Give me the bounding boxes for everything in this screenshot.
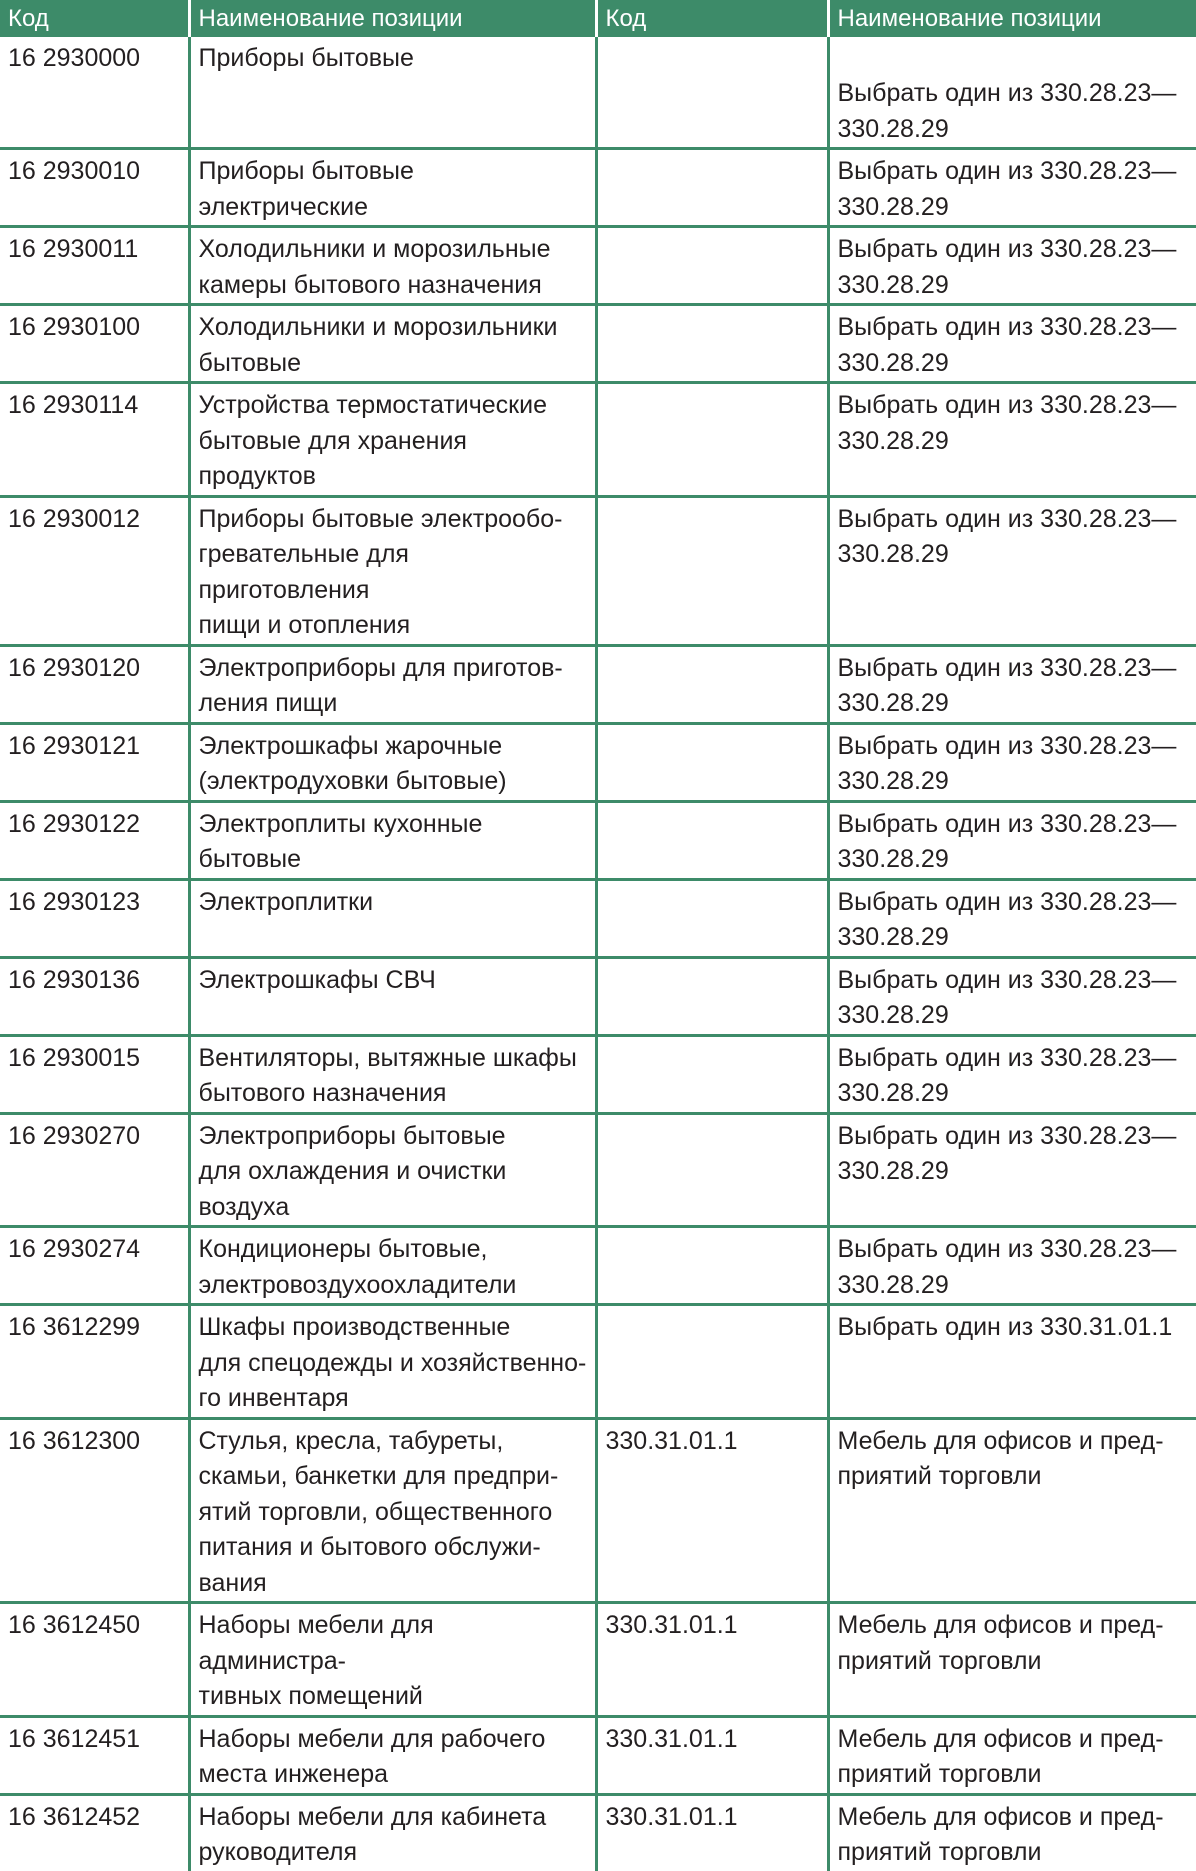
cell-code-new (596, 1113, 828, 1227)
cell-name-old: Электроприборы бытовые для охлаждения и очистки воздуха (189, 1113, 596, 1227)
table-row (0, 645, 1196, 723)
cell-code-new (596, 957, 828, 1035)
cell-name-old: Электроприборы для приготов- ления пищи (189, 645, 596, 723)
cell-code-new (596, 227, 828, 305)
table-body (0, 37, 1196, 1871)
cell-code-new (596, 305, 828, 383)
cell-code-old: 16 2930012 (0, 496, 189, 645)
cell-name-new: Выбрать один из 330.28.23— 330.28.29 (828, 305, 1196, 383)
cell-code-old: 16 2930000 (0, 37, 189, 149)
cell-code-old: 16 2930270 (0, 1113, 189, 1227)
cell-code-old: 16 2930015 (0, 1035, 189, 1113)
cell-name-new: Выбрать один из 330.28.23— 330.28.29 (828, 227, 1196, 305)
table-row (0, 957, 1196, 1035)
cell-code-old: 16 3612451 (0, 1716, 189, 1794)
cell-code-old: 16 2930123 (0, 879, 189, 957)
cell-code-new (596, 1227, 828, 1305)
cell-name-new: Выбрать один из 330.28.23— 330.28.29 (828, 1113, 1196, 1227)
header-row (0, 0, 1196, 37)
cell-name-new: Выбрать один из 330.28.23— 330.28.29 (828, 1227, 1196, 1305)
cell-code-new (596, 645, 828, 723)
table-row (0, 227, 1196, 305)
cell-name-old: Стулья, кресла, табуреты, скамьи, банкетки для предпри- ятий торговли, общественного питания и бытового обслужи- вания (189, 1418, 596, 1603)
cell-name-old: Приборы бытовые электрические (189, 149, 596, 227)
table-row (0, 496, 1196, 645)
cell-name-old: Наборы мебели для администра- тивных помещений (189, 1603, 596, 1717)
cell-code-old: 16 2930136 (0, 957, 189, 1035)
cell-name-old: Приборы бытовые электрообо- гревательные для приготовления пищи и отопления (189, 496, 596, 645)
cell-name-new: Выбрать один из 330.28.23— 330.28.29 (828, 879, 1196, 957)
cell-code-new: 330.31.01.1 (596, 1418, 828, 1603)
cell-name-old: Вентиляторы, вытяжные шкафы бытового назначения (189, 1035, 596, 1113)
cell-code-old: 16 2930011 (0, 227, 189, 305)
cell-code-old: 16 3612300 (0, 1418, 189, 1603)
cell-name-new: Мебель для офисов и пред- приятий торговли (828, 1716, 1196, 1794)
table-row (0, 801, 1196, 879)
header-name-old: Наименование позиции (189, 0, 596, 37)
cell-name-new: Выбрать один из 330.28.23— 330.28.29 (828, 957, 1196, 1035)
cell-name-new: Выбрать один из 330.28.23— 330.28.29 (828, 801, 1196, 879)
cell-code-old: 16 2930114 (0, 383, 189, 497)
table-row (0, 1794, 1196, 1871)
cell-name-new: Выбрать один из 330.28.23— 330.28.29 (828, 723, 1196, 801)
cell-name-new: Мебель для офисов и пред- приятий торговли (828, 1794, 1196, 1871)
table-row (0, 37, 1196, 149)
cell-code-new (596, 801, 828, 879)
cell-name-new: Выбрать один из 330.28.23— 330.28.29 (828, 37, 1196, 149)
cell-name-new: Выбрать один из 330.28.23— 330.28.29 (828, 645, 1196, 723)
table-row (0, 1113, 1196, 1227)
cell-name-new: Мебель для офисов и пред- приятий торговли (828, 1603, 1196, 1717)
cell-code-old: 16 3612299 (0, 1305, 189, 1419)
table-row (0, 1305, 1196, 1419)
cell-code-new (596, 1305, 828, 1419)
cell-code-old: 16 2930120 (0, 645, 189, 723)
cell-code-old: 16 2930100 (0, 305, 189, 383)
table-row (0, 149, 1196, 227)
header-code-new: Код (596, 0, 828, 37)
cell-name-old: Электрошкафы жарочные (электродуховки бытовые) (189, 723, 596, 801)
cell-name-new: Мебель для офисов и пред- приятий торговли (828, 1418, 1196, 1603)
cell-code-old: 16 2930274 (0, 1227, 189, 1305)
cell-code-old: 16 2930121 (0, 723, 189, 801)
cell-code-new (596, 383, 828, 497)
cell-name-old: Приборы бытовые (189, 37, 596, 149)
cell-name-old: Шкафы производственные для спецодежды и хозяйственно- го инвентаря (189, 1305, 596, 1419)
table-row (0, 305, 1196, 383)
table-row (0, 1603, 1196, 1717)
cell-name-new: Выбрать один из 330.28.23— 330.28.29 (828, 496, 1196, 645)
cell-name-new: Выбрать один из 330.28.23— 330.28.29 (828, 149, 1196, 227)
table-row (0, 1716, 1196, 1794)
cell-name-new: Выбрать один из 330.28.23— 330.28.29 (828, 383, 1196, 497)
cell-code-new: 330.31.01.1 (596, 1603, 828, 1717)
cell-name-old: Наборы мебели для кабинета руководителя (189, 1794, 596, 1871)
cell-code-new: 330.31.01.1 (596, 1716, 828, 1794)
cell-name-new: Выбрать один из 330.28.23— 330.28.29 (828, 1035, 1196, 1113)
cell-name-old: Электрошкафы СВЧ (189, 957, 596, 1035)
table-row (0, 723, 1196, 801)
cell-code-new (596, 37, 828, 149)
header-name-new: Наименование позиции (828, 0, 1196, 37)
cell-name-old: Кондиционеры бытовые, электровоздухоохладители (189, 1227, 596, 1305)
table-row (0, 383, 1196, 497)
table-row (0, 1418, 1196, 1603)
cell-code-new (596, 496, 828, 645)
cell-name-old: Электроплиты кухонные бытовые (189, 801, 596, 879)
cell-code-new: 330.31.01.1 (596, 1794, 828, 1871)
table-row (0, 1035, 1196, 1113)
cell-code-old: 16 2930122 (0, 801, 189, 879)
cell-code-new (596, 1035, 828, 1113)
cell-name-old: Электроплитки (189, 879, 596, 957)
cell-name-old: Устройства термостатические бытовые для хранения продуктов (189, 383, 596, 497)
cell-code-new (596, 723, 828, 801)
table-row (0, 879, 1196, 957)
cell-code-new (596, 879, 828, 957)
cell-code-old: 16 2930010 (0, 149, 189, 227)
cell-code-old: 16 3612452 (8, 1802, 141, 1831)
cell-name-old: Холодильники и морозильные камеры бытового назначения (189, 227, 596, 305)
header-code-old: Код (0, 0, 189, 37)
cell-name-old: Наборы мебели для рабочего места инженера (189, 1716, 596, 1794)
cell-name-new: Выбрать один из 330.31.01.1 (828, 1305, 1196, 1419)
table-row (0, 1227, 1196, 1305)
cell-code-new (596, 149, 828, 227)
cell-code-old: 16 3612450 (0, 1603, 189, 1717)
cell-name-old: Холодильники и морозильники бытовые (189, 305, 596, 383)
